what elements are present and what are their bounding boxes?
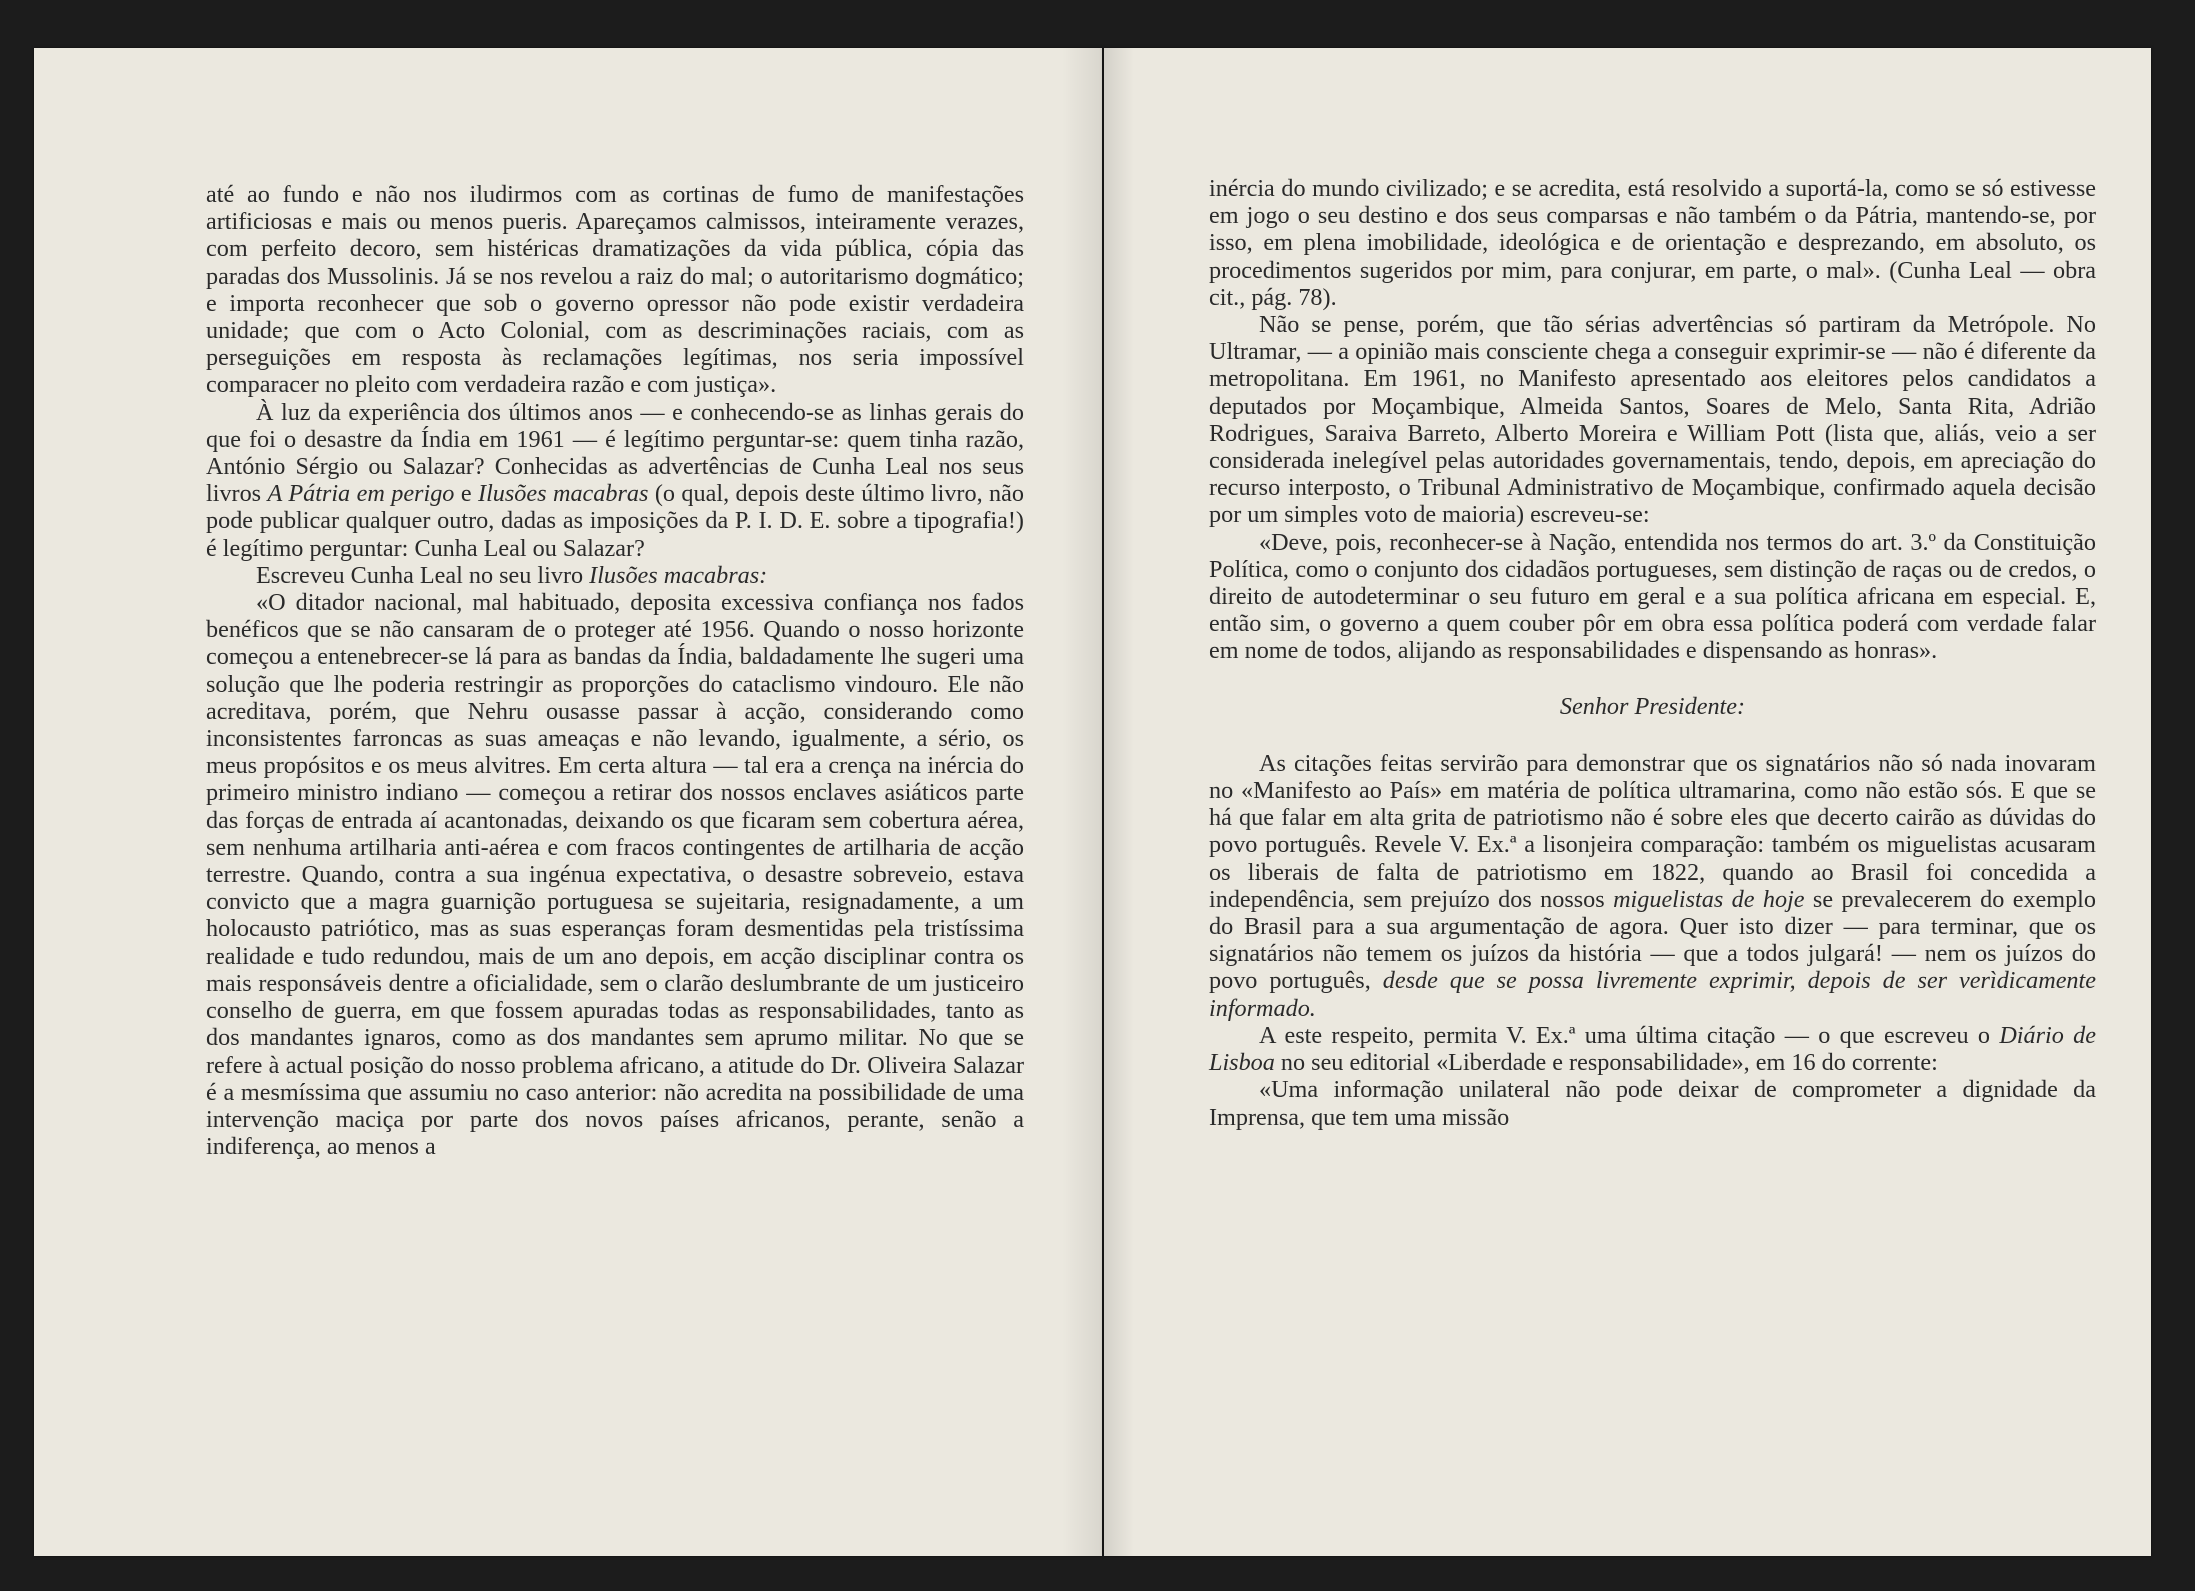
right-page-text [1209,175,2096,1131]
left-page-text [206,181,1024,1160]
paragraph: até ao fundo e não nos iludirmos com as cortinas de fumo de manifestações artificiosas e mais ou menos pueris. Apareçamos calmissos, inteiramente verazes, com perfeito decoro, sem histéricas dramatizações da vida pública, cópia das paradas dos Mussolinis. Já se nos revelou a raiz do mal; o autoritarismo dogmático; e importa reconhecer que sob o governo opressor não pode existir verdadeira unidade; que com o Acto Colonial, com as descriminações raciais, com as perseguições em resposta às reclamações legítimas, nos seria impossível comparacer no pleito com verdadeira razão e com justiça». [206,181,1024,399]
paragraph: inércia do mundo civilizado; e se acredita, está resolvido a suportá-la, como se só estivesse em jogo o seu destino e dos seus comparsas e não também o da Pátria, mantendo-se, por isso, em plena imobilidade, ideológica e de orientação e desprezando, em absoluto, os procedimentos sugeridos por mim, para conjurar, em parte, o mal». (Cunha Leal — obra cit., pág. 78). [1209,175,2096,311]
book-title: A Pátria em perigo [267,480,455,508]
quote-paragraph: «O ditador nacional, mal habituado, deposita excessiva confiança nos fados benéficos que se não cansaram de o proteger até 1956. Quando o nosso horizonte começou a entenebrecer-se lá para as bandas da Índia, baldadamente lhe sugeri uma solução que lhe poderia restringir as proporções do cataclismo vindouro. Ele não acreditava, porém, que Nehru ousasse passar à acção, considerando como inconsistentes farroncas as suas ameaças e não levando, igualmente, a sério, os meus propósitos e os meus alvitres. Em certa altura — tal era a crença na inércia do primeiro ministro indiano — começou a retirar dos nossos enclaves asiáticos parte das forças de entrada aí acantonadas, deixando os que ficaram sem cobertura aérea, sem nenhuma artilharia anti-aérea e com fracos contingentes de artilharia de acção terrestre. Quando, contra a sua ingénua expectativa, o desastre sobreveio, estava convicto que a magra guarnição portuguesa se sujeitaria, resignadamente, a um holocausto patriótico, mas as suas esperanças foram desmentidas pela tristíssima realidade e tudo redundou, mais de um ano depois, em acção disciplinar contra os mais responsáveis dentre a oficialidade, sem o clarão deslumbrante de um justiceiro conselho de guerra, em que fossem apuradas todas as responsabilidades, tanto as dos mandantes ignaros, como as dos mandantes sem aprumo militar. No que se refere à actual posição do nosso problema africano, a atitude do Dr. Oliveira Salazar é a mesmíssima que assumiu no caso anterior: não acredita na possibilidade de uma intervenção maciça por parte dos novos países africanos, perante, senão a indiferença, ao menos a [206,589,1024,1161]
paragraph: A este respeito, permita V. Ex.ª uma última citação — o que escreveu o Diário de Lisboa no seu editorial «Liberdade e responsabilidade», em 16 do corrente: [1209,1021,2096,1077]
section-heading: Senhor Presidente: [1559,692,1746,720]
newspaper-title: Diário de Lisboa [1209,1021,2096,1077]
page-fold-shadow [1062,48,1102,1556]
paragraph: À luz da experiência dos últimos anos — e conhecendo-se as linhas gerais do que foi o desastre da Índia em 1961 — é legítimo perguntar-se: quem tinha razão, António Sérgio ou Salazar? Conhecidas as advertências de Cunha Leal nos seus livros A Pátria em perigo e Ilusões macabras (o qual, depois deste último livro, não pode publicar qualquer outro, dadas as imposições da P. I. D. E. sobre a tipografia!) é legítimo perguntar: Cunha Leal ou Salazar? [206,398,1024,562]
book-title: Ilusões macabras: [589,561,768,589]
paragraph: Escreveu Cunha Leal no seu livro Ilusões macabras: [256,561,768,589]
paragraph: Não se pense, porém, que tão sérias advertências só partiram da Metrópole. No Ultramar, — a opinião mais consciente chega a conseguir exprimir-se — não é diferente da metropolitana. Em 1961, no Manifesto apresentado aos eleitores pelos candidatos a deputados por Moçambique, Almeida Santos, Soares de Melo, Santa Rita, Adrião Rodrigues, Saraiva Barreto, Alberto Moreira e William Pott (lista que, aliás, veio a ser considerada inelegível pelas autoridades governamentais, tendo, depois, em apreciação do recurso interposto, o Tribunal Administrativo de Moçambique, confirmado aquela decisão por um simples voto de maioria) escreveu-se: [1209,311,2096,529]
book-title: Ilusões macabras [478,480,649,508]
quote-paragraph: «Uma informação unilateral não pode deixar de comprometer a dignidade da Imprensa, que tem uma missão [1209,1076,2096,1131]
page-fold-shadow [1104,48,1134,1556]
quote-paragraph: «Deve, pois, reconhecer-se à Nação, entendida nos termos do art. 3.º da Constituição Política, como o conjunto dos cidadãos portugueses, sem distinção de raças ou de credos, o direito de autodeterminar o seu futuro em geral e a sua política africana em especial. E, então sim, o governo a quem couber pôr em obra essa política poderá com verdade falar em nome de todos, alijando as responsabilidades e dispensando as honras». [1209,528,2096,665]
right-page [1104,48,2151,1556]
paragraph: As citações feitas servirão para demonstrar que os signatários não só nada inovaram no «Manifesto ao País» em matéria de política ultramarina, como não estão sós. E que se há que falar em alta grita de patriotismo não é sobre eles que decerto cairão as dúvidas do povo português. Revele V. Ex.ª a lisonjeira comparação: também os miguelistas acusaram os liberais de falta de patriotismo em 1822, quando ao Brasil foi concedida a independência, sem prejuízo dos nossos miguelistas de hoje se prevalecerem do exemplo do Brasil para a sua argumentação de agora. Quer isto dizer — para terminar, que os signatários não temem os juízos da história — que a todos julgará! — nem os juízos do povo português, desde que se possa livremente exprimir, depois de ser verìdicamente informado. [1209,749,2096,1022]
left-page [34,48,1102,1556]
